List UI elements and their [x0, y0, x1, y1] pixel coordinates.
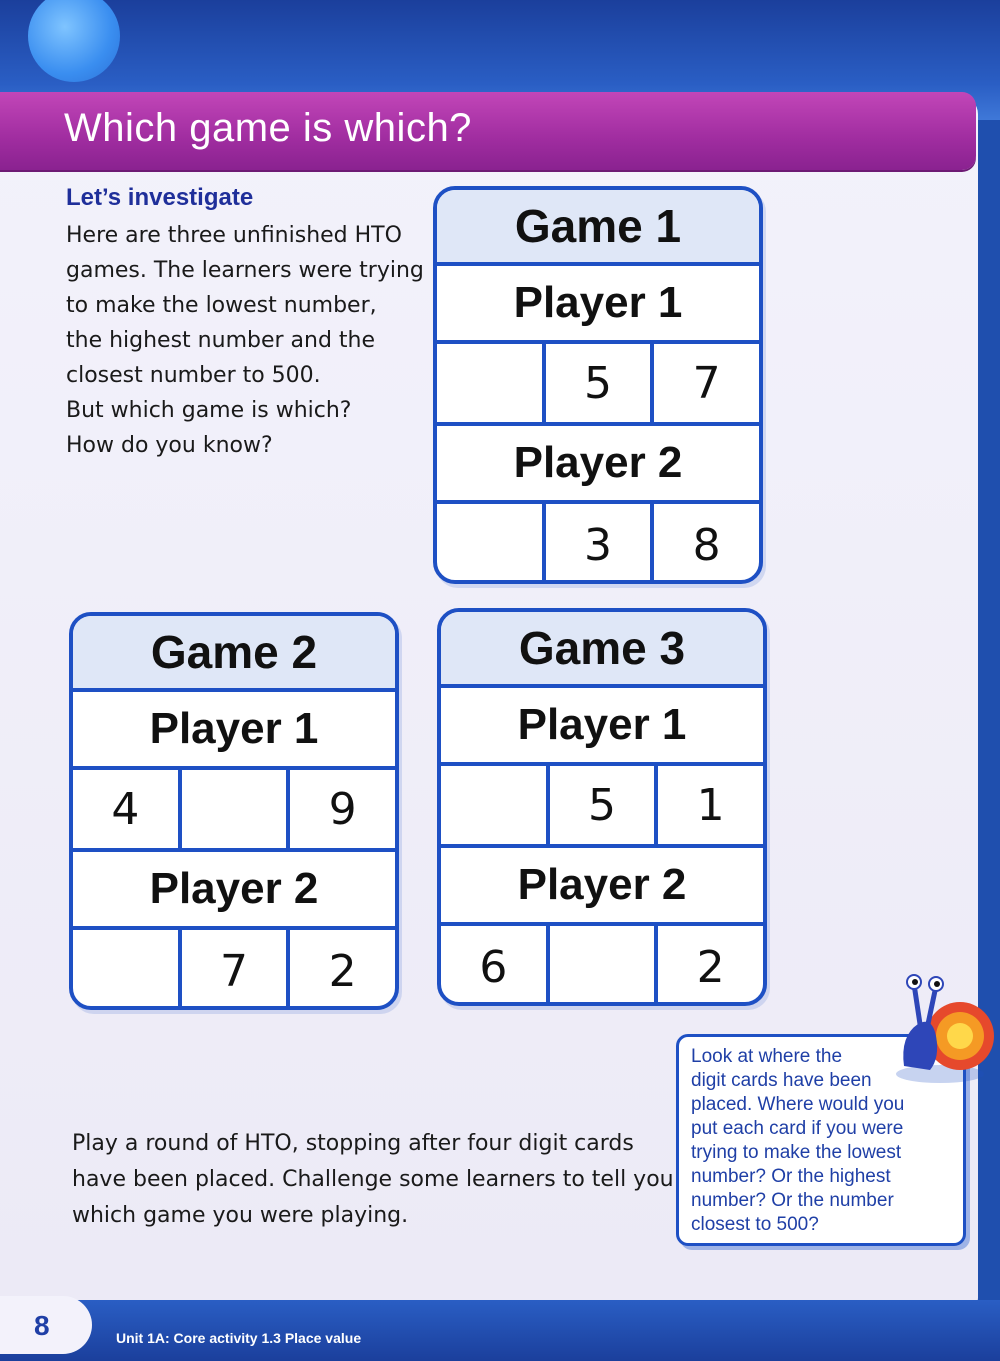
player-1-cells	[441, 766, 763, 848]
hint-line: Look at where the	[691, 1046, 843, 1067]
hint-line: placed. Where would you	[691, 1094, 905, 1115]
hint-line: put each card if you were	[691, 1118, 904, 1139]
game-3-card	[437, 608, 767, 1006]
hint-line: digit cards have been	[691, 1070, 872, 1091]
tens-cell: 7	[182, 930, 291, 1010]
tens-cell	[550, 926, 659, 1006]
activity-line: Play a round of HTO, stopping after four digit cards	[72, 1131, 634, 1156]
player-2-label: Player 2	[441, 848, 763, 926]
unit-label: Unit 1A: Core activity 1.3 Place value	[116, 1330, 362, 1346]
game-title: Game 3	[441, 612, 763, 688]
hundreds-cell	[437, 344, 546, 422]
tens-cell	[182, 770, 291, 848]
player-1-cells	[73, 770, 395, 852]
intro-line: closest number to 500.	[66, 363, 321, 388]
intro-line: But which game is which?	[66, 398, 352, 423]
snail-mascot-icon	[880, 966, 996, 1086]
game-1-card	[433, 186, 763, 584]
hint-line: trying to make the lowest	[691, 1142, 902, 1163]
game-title: Game 2	[73, 616, 395, 692]
player-1-label: Player 1	[441, 688, 763, 766]
page-title: Which game is which?	[64, 106, 472, 150]
player-2-cells	[441, 926, 763, 1006]
hundreds-cell	[437, 504, 546, 584]
investigate-text	[66, 218, 424, 463]
ones-cell: 2	[328, 945, 357, 997]
player-2-label: Player 2	[437, 426, 759, 504]
game-2-card	[69, 612, 399, 1010]
ones-cell: 8	[692, 519, 721, 571]
player-2-cells	[437, 504, 759, 584]
intro-line: games. The learners were trying	[66, 258, 424, 283]
player-2-cells	[73, 930, 395, 1010]
ones-cell: 7	[692, 357, 721, 409]
ones-cell: 9	[328, 783, 357, 835]
tens-cell: 5	[550, 766, 659, 844]
hundreds-cell: 4	[73, 770, 182, 848]
player-2-label: Player 2	[73, 852, 395, 930]
intro-line: How do you know?	[66, 433, 273, 458]
hundreds-cell	[73, 930, 182, 1010]
activity-text	[72, 1126, 672, 1234]
page-number: 8	[34, 1310, 50, 1341]
hundreds-cell	[441, 766, 550, 844]
hint-line: closest to 500?	[691, 1214, 819, 1235]
game-title: Game 1	[437, 190, 759, 266]
intro-line: to make the lowest number,	[66, 293, 377, 318]
tens-cell: 3	[546, 504, 655, 584]
ones-cell: 2	[696, 941, 725, 993]
activity-line: have been placed. Challenge some learners to tell you	[72, 1167, 674, 1192]
activity-line: which game you were playing.	[72, 1203, 409, 1228]
intro-line: the highest number and the	[66, 328, 376, 353]
hundreds-cell: 6	[441, 926, 550, 1006]
ones-cell: 1	[696, 779, 725, 831]
intro-line: Here are three unfinished HTO	[66, 223, 402, 248]
hint-line: number? Or the number	[691, 1190, 894, 1211]
hint-line: number? Or the highest	[691, 1166, 891, 1187]
investigate-heading: Let’s investigate	[66, 184, 254, 211]
player-1-cells	[437, 344, 759, 426]
player-1-label: Player 1	[73, 692, 395, 770]
tens-cell: 5	[546, 344, 655, 422]
player-1-label: Player 1	[437, 266, 759, 344]
